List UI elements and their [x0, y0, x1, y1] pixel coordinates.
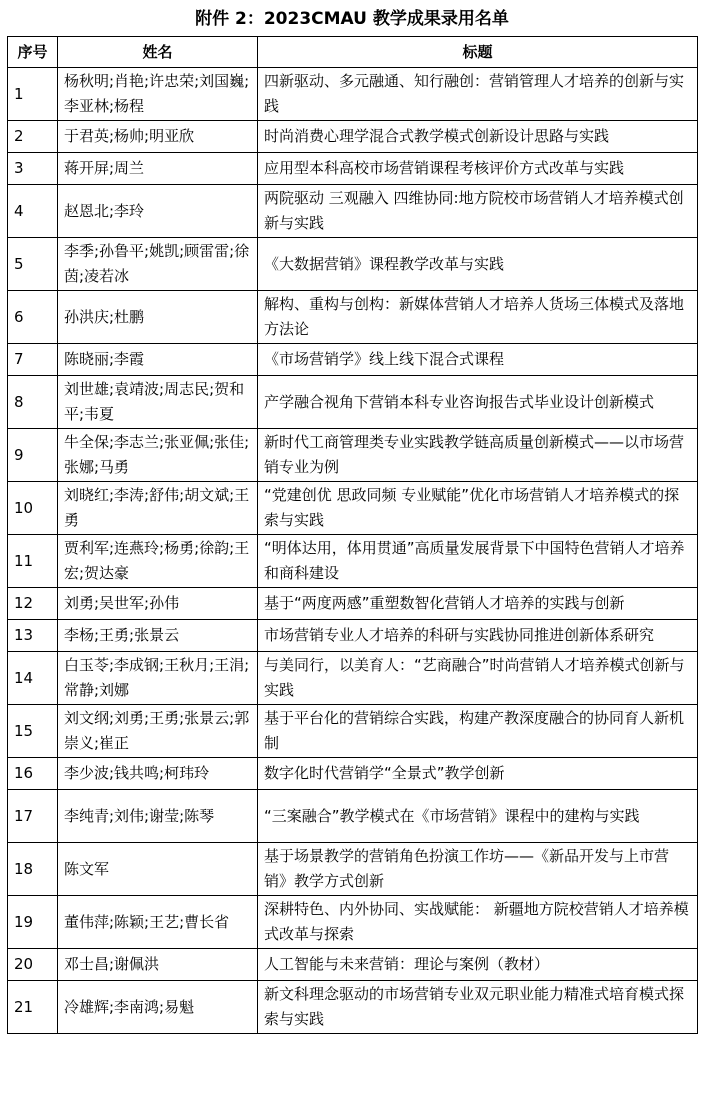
- row-serial-number: 18: [8, 843, 58, 896]
- table-row: [8, 652, 698, 705]
- row-names: 刘文纲;刘勇;王勇;张景云;郭崇义;崔正: [58, 705, 258, 758]
- row-title: 时尚消费心理学混合式教学模式创新设计思路与实践: [258, 121, 698, 153]
- row-names: 孙洪庆;杜鹏: [58, 291, 258, 344]
- table-row: [8, 68, 698, 121]
- row-serial-number: 12: [8, 588, 58, 620]
- table-row: [8, 344, 698, 376]
- row-title: “明体达用，体用贯通”高质量发展背景下中国特色营销人才培养和商科建设: [258, 535, 698, 588]
- header-names: 姓名: [58, 37, 258, 68]
- table-body: [8, 68, 698, 1034]
- row-serial-number: 6: [8, 291, 58, 344]
- row-serial-number: 13: [8, 620, 58, 652]
- row-serial-number: 21: [8, 981, 58, 1034]
- row-title: 产学融合视角下营销本科专业咨询报告式毕业设计创新模式: [258, 376, 698, 429]
- table-row: [8, 843, 698, 896]
- table-row: [8, 482, 698, 535]
- row-title: 解构、重构与创构：新媒体营销人才培养人货场三体模式及落地方法论: [258, 291, 698, 344]
- row-names: 董伟萍;陈颖;王艺;曹长省: [58, 896, 258, 949]
- row-names: 李季;孙鲁平;姚凯;顾雷雷;徐茵;凌若冰: [58, 238, 258, 291]
- table-row: [8, 705, 698, 758]
- table-row: [8, 535, 698, 588]
- table-row: [8, 291, 698, 344]
- row-serial-number: 15: [8, 705, 58, 758]
- row-title: 市场营销专业人才培养的科研与实践协同推进创新体系研究: [258, 620, 698, 652]
- row-serial-number: 1: [8, 68, 58, 121]
- header-serial-number: 序号: [8, 37, 58, 68]
- row-title: “三案融合”教学模式在《市场营销》课程中的建构与实践: [258, 790, 698, 843]
- table-row: [8, 758, 698, 790]
- row-title: 四新驱动、多元融通、知行融创：营销管理人才培养的创新与实践: [258, 68, 698, 121]
- row-names: 陈晓丽;李霞: [58, 344, 258, 376]
- row-names: 李少波;钱共鸣;柯玮玲: [58, 758, 258, 790]
- row-names: 刘晓红;李涛;舒伟;胡文斌;王勇: [58, 482, 258, 535]
- row-names: 于君英;杨帅;明亚欣: [58, 121, 258, 153]
- row-serial-number: 20: [8, 949, 58, 981]
- row-serial-number: 9: [8, 429, 58, 482]
- table-row: [8, 376, 698, 429]
- row-serial-number: 3: [8, 153, 58, 185]
- row-title: 两院驱动 三观融入 四维协同:地方院校市场营销人才培养模式创新与实践: [258, 185, 698, 238]
- row-names: 蒋开屏;周兰: [58, 153, 258, 185]
- row-title: 《大数据营销》课程教学改革与实践: [258, 238, 698, 291]
- row-serial-number: 19: [8, 896, 58, 949]
- document-title: 附件 2：2023CMAU 教学成果录用名单: [195, 9, 509, 29]
- row-serial-number: 7: [8, 344, 58, 376]
- table-row: [8, 981, 698, 1034]
- row-title: 基于场景教学的营销角色扮演工作坊——《新品开发与上市营销》教学方式创新: [258, 843, 698, 896]
- row-names: 赵恩北;李玲: [58, 185, 258, 238]
- row-names: 杨秋明;肖艳;许忠荣;刘国巍;李亚林;杨程: [58, 68, 258, 121]
- row-serial-number: 4: [8, 185, 58, 238]
- table-row: [8, 121, 698, 153]
- row-title: 基于平台化的营销综合实践，构建产教深度融合的协同育人新机制: [258, 705, 698, 758]
- table-row: [8, 238, 698, 291]
- row-serial-number: 8: [8, 376, 58, 429]
- row-serial-number: 16: [8, 758, 58, 790]
- row-names: 冷雄辉;李南鸿;易魁: [58, 981, 258, 1034]
- row-serial-number: 11: [8, 535, 58, 588]
- table-row: [8, 896, 698, 949]
- row-serial-number: 10: [8, 482, 58, 535]
- row-title: 新文科理念驱动的市场营销专业双元职业能力精准式培育模式探索与实践: [258, 981, 698, 1034]
- row-names: 白玉苓;李成钢;王秋月;王涓;常静;刘娜: [58, 652, 258, 705]
- row-names: 邓士昌;谢佩洪: [58, 949, 258, 981]
- row-serial-number: 17: [8, 790, 58, 843]
- table-row: [8, 429, 698, 482]
- row-title: 与美同行，以美育人：“艺商融合”时尚营销人才培养模式创新与实践: [258, 652, 698, 705]
- row-title: “党建创优 思政同频 专业赋能”优化市场营销人才培养模式的探索与实践: [258, 482, 698, 535]
- row-names: 牛全保;李志兰;张亚佩;张佳;张娜;马勇: [58, 429, 258, 482]
- row-names: 李纯青;刘伟;谢莹;陈琴: [58, 790, 258, 843]
- row-names: 刘世雄;袁靖波;周志民;贺和平;韦夏: [58, 376, 258, 429]
- table-row: [8, 949, 698, 981]
- row-title: 应用型本科高校市场营销课程考核评价方式改革与实践: [258, 153, 698, 185]
- table-row: [8, 153, 698, 185]
- row-serial-number: 14: [8, 652, 58, 705]
- table-row: [8, 790, 698, 843]
- row-names: 陈文军: [58, 843, 258, 896]
- row-names: 贾利军;连燕玲;杨勇;徐韵;王宏;贺达豪: [58, 535, 258, 588]
- table-row: [8, 185, 698, 238]
- header-title: 标题: [258, 37, 698, 68]
- row-title: 基于“两度两感”重塑数智化营销人才培养的实践与创新: [258, 588, 698, 620]
- row-serial-number: 2: [8, 121, 58, 153]
- row-title: 深耕特色、内外协同、实战赋能： 新疆地方院校营销人才培养模式改革与探索: [258, 896, 698, 949]
- row-title: 人工智能与未来营销：理论与案例（教材）: [258, 949, 698, 981]
- row-title: 数字化时代营销学“全景式”教学创新: [258, 758, 698, 790]
- acceptance-table: [7, 36, 698, 1034]
- row-names: 李杨;王勇;张景云: [58, 620, 258, 652]
- table-row: [8, 588, 698, 620]
- table-row: [8, 620, 698, 652]
- row-title: 《市场营销学》线上线下混合式课程: [258, 344, 698, 376]
- table-header-row: [8, 37, 698, 68]
- row-names: 刘勇;吴世军;孙伟: [58, 588, 258, 620]
- row-serial-number: 5: [8, 238, 58, 291]
- row-title: 新时代工商管理类专业实践教学链高质量创新模式——以市场营销专业为例: [258, 429, 698, 482]
